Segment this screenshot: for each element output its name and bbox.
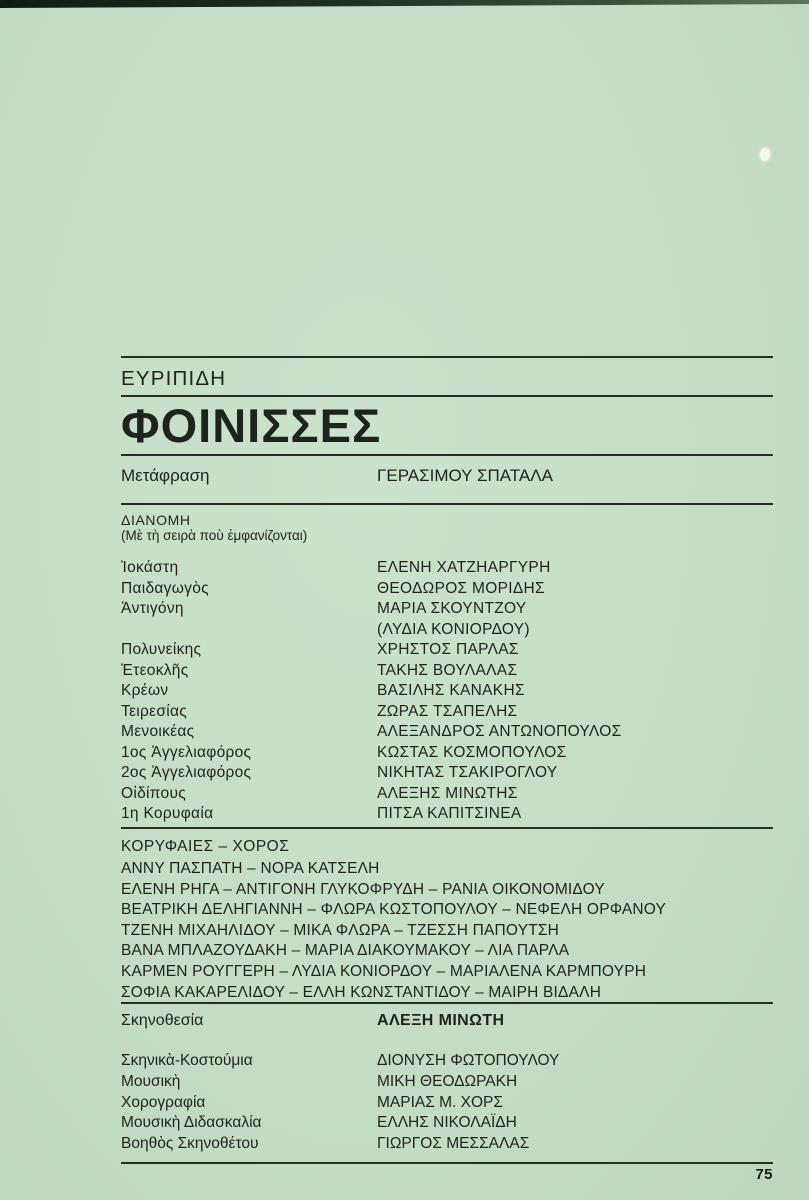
chorus-line: ΕΛΕΝΗ ΡΗΓΑ – ΑΝΤΙΓΟΝΗ ΓΛΥΚΟΦΡΥΔΗ – ΡΑΝΙΑ ΟΙΚΟΝΟΜΙΔΟΥ <box>121 880 605 898</box>
cast-row <box>121 620 773 641</box>
cast-row <box>121 640 773 661</box>
direction-row <box>121 1012 773 1030</box>
role-label: Μενοικέας <box>121 723 195 740</box>
chorus-line: ΣΟΦΙΑ ΚΑΚΑΡΕΛΙΔΟΥ – ΕΛΛΗ ΚΩΝΣΤΑΝΤΙΔΟΥ – ΜΑΙΡΗ ΒΙΔΑΛΗ <box>121 983 602 1001</box>
role-label: Κρέων <box>121 682 169 699</box>
cast-row <box>121 763 773 784</box>
cast-row <box>121 558 773 579</box>
actor-name: ΑΛΕΞΗΣ ΜΙΝΩΤΗΣ <box>377 784 518 802</box>
actor-name: ΜΑΡΙΑ ΣΚΟΥΝΤΖΟΥ <box>377 600 527 617</box>
actor-name: ΒΑΣΙΛΗΣ ΚΑΝΑΚΗΣ <box>377 682 525 699</box>
actor-name: ΑΛΕΞΑΝΔΡΟΣ ΑΝΤΩΝΟΠΟΥΛΟΣ <box>377 723 622 740</box>
chorus-line: ΚΑΡΜΕΝ ΡΟΥΓΓΕΡΗ – ΛΥΔΙΑ ΚΟΝΙΟΡΔΟΥ – ΜΑΡΙΑΛΕΝΑ ΚΑΡΜΠΟΥΡΗ <box>121 962 647 980</box>
crew-row <box>121 1093 773 1114</box>
section-divider <box>121 503 773 505</box>
play-title: ΦΟΙΝΙΣΣΕΣ <box>121 399 382 452</box>
crew-label: Βοηθὸς Σκηνοθέτου <box>121 1135 259 1153</box>
crew-label: Μουσικὴ <box>121 1072 181 1090</box>
crew-value: ΕΛΛΗΣ ΝΙΚΟΛΑΪΔΗ <box>377 1114 517 1132</box>
crew-row <box>121 1051 773 1072</box>
cast-row <box>121 579 773 600</box>
crew-value: ΜΑΡΙΑΣ Μ. ΧΟΡΣ <box>377 1093 503 1111</box>
chorus-line: ΒΕΑΤΡΙΚΗ ΔΕΛΗΓΙΑΝΝΗ – ΦΛΩΡΑ ΚΩΣΤΟΠΟΥΛΟΥ – ΝΕΦΕΛΗ ΟΡΦΑΝΟΥ <box>121 901 667 919</box>
role-label: Πολυνείκης <box>121 641 202 658</box>
actor-name: (ΛΥΔΙΑ ΚΟΝΙΟΡΔΟΥ) <box>377 620 530 638</box>
cast-row <box>121 681 773 702</box>
actor-name: ΘΕΟΔΩΡΟΣ ΜΟΡΙΔΗΣ <box>377 579 545 597</box>
cast-heading: ΔΙΑΝΟΜΗ <box>121 512 191 528</box>
cast-list <box>121 558 773 825</box>
chorus-line: ΑΝΝΥ ΠΑΣΠΑΤΗ – ΝΟΡΑ ΚΑΤΣΕΛΗ <box>121 860 380 877</box>
section-divider <box>121 827 773 829</box>
role-label: 1ος Ἀγγελιαφόρος <box>121 743 252 761</box>
section-divider <box>121 395 773 397</box>
chorus-list <box>121 859 801 1003</box>
role-label <box>121 620 377 641</box>
role-label: Ἐτεοκλῆς <box>121 661 189 679</box>
role-label: 2ος Ἀγγελιαφόρος <box>121 764 252 781</box>
direction-label: Σκηνοθεσία <box>121 1012 204 1029</box>
actor-name: ΤΑΚΗΣ ΒΟΥΛΑΛΑΣ <box>377 661 518 679</box>
actor-name: ΠΙΤΣΑ ΚΑΠΙΤΣΙΝΕΑ <box>377 805 522 822</box>
chorus-line: ΤΖΕΝΗ ΜΙΧΑΗΛΙΔΟΥ – ΜΙΚΑ ΦΛΩΡΑ – ΤΖΕΣΣΗ ΠΑΠΟΥΤΣΗ <box>121 921 560 939</box>
role-label: Τειρεσίας <box>121 702 187 720</box>
role-label: Παιδαγωγὸς <box>121 579 209 597</box>
actor-name: ΝΙΚΗΤΑΣ ΤΣΑΚΙΡΟΓΛΟΥ <box>377 764 558 781</box>
cast-row <box>121 661 773 682</box>
crew-row <box>121 1134 773 1155</box>
section-divider <box>121 1002 773 1004</box>
actor-name: ΖΩΡΑΣ ΤΣΑΠΕΛΗΣ <box>377 702 518 720</box>
role-label: Ἀντιγόνη <box>121 600 184 617</box>
actor-name: ΚΩΣΤΑΣ ΚΟΣΜΟΠΟΥΛΟΣ <box>377 743 567 761</box>
cast-row <box>121 722 773 743</box>
page-number: 75 <box>755 1166 773 1183</box>
section-divider <box>121 454 773 456</box>
crew-row <box>121 1072 773 1093</box>
cast-note: (Μὲ τὴ σειρὰ ποὺ ἐμφανίζονται) <box>121 528 308 543</box>
chorus-heading: ΚΟΡΥΦΑΙΕΣ – ΧΟΡΟΣ <box>121 838 290 855</box>
scan-edge-top <box>0 0 809 8</box>
crew-value: ΜΙΚΗ ΘΕΟΔΩΡΑΚΗ <box>377 1072 518 1090</box>
crew-value: ΔΙΟΝΥΣΗ ΦΩΤΟΠΟΥΛΟΥ <box>377 1052 560 1069</box>
actor-name: ΕΛΕΝΗ ΧΑΤΖΗΑΡΓΥΡΗ <box>377 559 551 576</box>
director-name: ΑΛΕΞΗ ΜΙΝΩΤΗ <box>377 1012 505 1029</box>
paper-speck <box>759 147 771 161</box>
author-line: ΕΥΡΙΠΙΔΗ <box>121 367 227 390</box>
section-divider <box>121 1162 773 1164</box>
role-label: 1η Κορυφαία <box>121 805 214 822</box>
crew-row <box>121 1113 773 1134</box>
role-label: Οἰδίπους <box>121 784 187 802</box>
crew-value: ΓΙΩΡΓΟΣ ΜΕΣΣΑΛΑΣ <box>377 1135 530 1153</box>
crew-label: Σκηνικὰ-Κοστούμια <box>121 1052 253 1069</box>
crew-label: Χορογραφία <box>121 1093 206 1111</box>
translator-name: ΓΕΡΑΣΙΜΟΥ ΣΠΑΤΑΛΑ <box>377 466 553 485</box>
translation-row <box>121 466 773 486</box>
section-divider <box>121 356 773 358</box>
cast-row <box>121 599 773 620</box>
chorus-line: ΒΑΝΑ ΜΠΛΑΖΟΥΔΑΚΗ – ΜΑΡΙΑ ΔΙΑΚΟΥΜΑΚΟΥ – ΛΙΑ ΠΑΡΛΑ <box>121 942 570 960</box>
cast-row <box>121 784 773 805</box>
role-label: Ἰοκάστη <box>121 559 179 576</box>
translation-label: Μετάφραση <box>121 466 210 485</box>
crew-label: Μουσικὴ Διδασκαλία <box>121 1114 262 1132</box>
cast-row <box>121 804 773 825</box>
actor-name: ΧΡΗΣΤΟΣ ΠΑΡΛΑΣ <box>377 641 519 658</box>
crew-list <box>121 1051 773 1155</box>
cast-row <box>121 702 773 723</box>
cast-row <box>121 743 773 764</box>
